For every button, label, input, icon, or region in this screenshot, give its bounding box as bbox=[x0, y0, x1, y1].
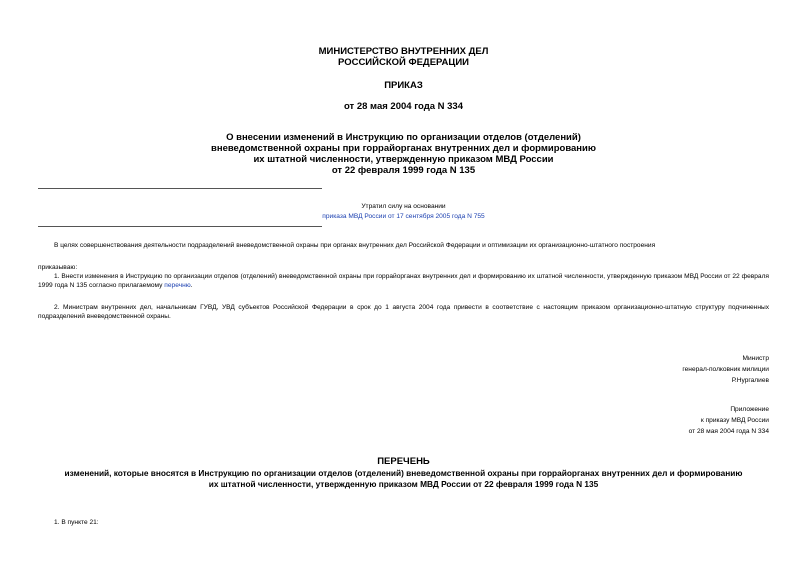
status-link-wrap bbox=[0, 212, 807, 221]
separator-bottom bbox=[38, 226, 322, 227]
first-point: 1. В пункте 21: bbox=[54, 519, 99, 526]
signature-title: Министр bbox=[742, 355, 769, 362]
item-1-end: . bbox=[190, 282, 193, 289]
ministry-line-2: РОССИЙСКОЙ ФЕДЕРАЦИИ bbox=[337, 57, 469, 68]
title-line-4: от 22 февраля 1999 года N 135 bbox=[331, 165, 476, 176]
intro-paragraph: В целях совершенствования деятельности подразделений вневедомственной охраны при органах внутренних дел Российской Федерации и оптимизации их организационно-штатного построения bbox=[54, 242, 656, 249]
signature-rank: генерал-полковник милиции bbox=[682, 366, 769, 373]
list-link[interactable]: перечню bbox=[164, 282, 191, 289]
status-text: Утратил силу на основании bbox=[361, 203, 446, 210]
order-word: приказываю: bbox=[38, 264, 78, 271]
separator-top bbox=[38, 188, 322, 189]
title-line-3: их штатной численности, утвержденную приказом МВД России bbox=[253, 154, 554, 165]
title-line-1: О внесении изменений в Инструкцию по организации отделов (отделений) bbox=[226, 132, 581, 143]
list-subtitle-1: изменений, которые вносятся в Инструкцию по организации отделов (отделений) вневедомственной охраны при горрайорганах внутренних дел и формированию bbox=[64, 468, 743, 478]
appendix-order: к приказу МВД России bbox=[700, 417, 769, 424]
appendix-label: Приложение bbox=[730, 406, 769, 413]
list-title: ПЕРЕЧЕНЬ bbox=[377, 456, 430, 467]
appendix-date: от 28 мая 2004 года N 334 bbox=[688, 428, 769, 435]
ministry-line-1: МИНИСТЕРСТВО ВНУТРЕННИХ ДЕЛ bbox=[318, 46, 489, 57]
repeal-order-link[interactable]: приказа МВД России от 17 сентября 2005 года N 755 bbox=[322, 213, 485, 220]
order-heading: ПРИКАЗ bbox=[384, 80, 423, 91]
signature-name: Р.Нургалиев bbox=[731, 377, 769, 384]
item-2: 2. Министрам внутренних дел, начальникам ГУВД, УВД субъектов Российской Федерации в срок до 1 августа 2004 года привести в соответствие с настоящим приказом организационно-штатную структуру подчиненных подразделений вневедомственной охраны. bbox=[38, 304, 769, 320]
order-date: от 28 мая 2004 года N 334 bbox=[343, 101, 464, 112]
item-1 bbox=[38, 272, 769, 290]
title-line-2: вневедомственной охраны при горрайорганах внутренних дел и формированию bbox=[210, 143, 597, 154]
item-1-text: 1. Внести изменения в Инструкцию по организации отделов (отделений) вневедомственной охраны при горрайорганах внутренних дел и формированию их штатной численности, утвержденную приказом МВД России от 22 февраля 1999 года N 135 согласно прилагаемому bbox=[38, 273, 769, 289]
list-subtitle-2: их штатной численности, утвержденную приказом МВД России от 22 февраля 1999 года N 135 bbox=[208, 479, 599, 489]
